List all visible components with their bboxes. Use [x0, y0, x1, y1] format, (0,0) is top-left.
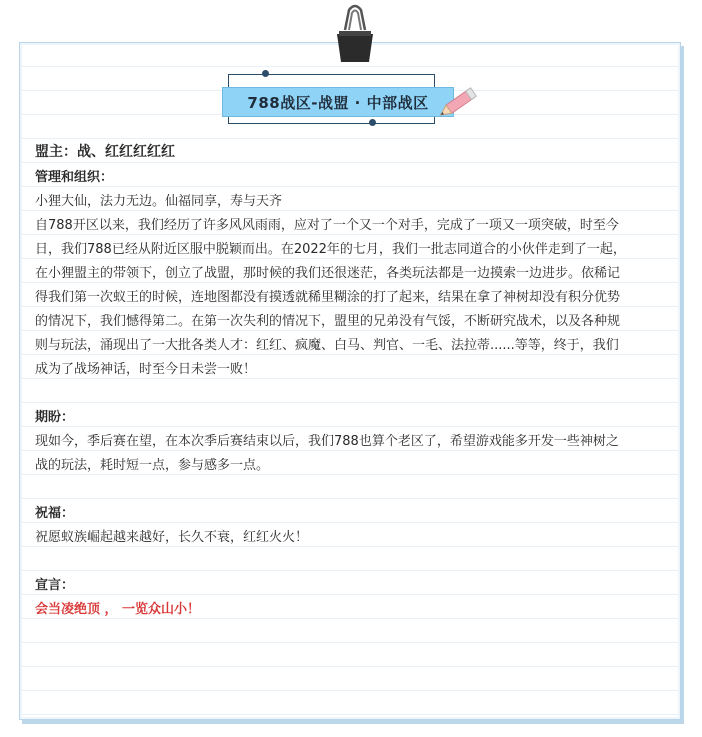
- hope-label: 期盼：: [35, 410, 75, 425]
- management-label: 管理和组织：: [35, 170, 114, 185]
- management-line: 自788开区以来，我们经历了许多风风雨雨，应对了一个又一个对手，完成了一项又一项突破，时至今: [35, 218, 619, 233]
- management-line: 成为了战场神话，时至今日未尝一败！: [35, 362, 257, 377]
- pencil-icon: [440, 80, 484, 120]
- section-spacer: [35, 550, 675, 574]
- hope-line: 现如今，季后赛在望，在本次季后赛结束以后，我们788也算个老区了，希望游戏能多开发一些神树之: [35, 434, 619, 449]
- hope-line: 战的玩法，耗时短一点，参与感多一点。: [35, 458, 270, 473]
- management-line: 小狸大仙，法力无边。仙福同享，寿与天齐: [35, 194, 283, 209]
- section-spacer: [35, 382, 675, 406]
- management-line: 得我们第一次蚁王的时候，连地图都没有摸透就稀里糊涂的打了起来，结果在拿了神树却没有积分优势: [35, 290, 621, 305]
- management-line: 的情况下，我们憾得第二。在第一次失利的情况下，盟里的兄弟没有气馁，不断研究战术，以及各种规: [35, 314, 621, 329]
- page-title: 788战区-战盟 · 中部战区: [222, 87, 454, 117]
- title-dot-top: [262, 70, 269, 77]
- leader-line: 盟主：战、红红红红红: [35, 144, 175, 160]
- declaration-text: 会当凌绝顶 ， 一览众山小！: [35, 602, 201, 617]
- blessing-label: 祝福：: [35, 506, 75, 521]
- blessing-line: 祝愿蚁族崛起越来越好，长久不衰，红红火火！: [35, 530, 309, 545]
- section-spacer: [35, 478, 675, 502]
- article-body: [35, 138, 675, 622]
- declaration-label: 宣言：: [35, 578, 75, 593]
- management-line: 在小狸盟主的带领下，创立了战盟，那时候的我们还很迷茫，各类玩法都是一边摸索一边进步。依稀记: [35, 266, 621, 281]
- title-dot-bottom: [369, 119, 376, 126]
- management-line: 则与玩法，涌现出了一大批各类人才：红红、疯魔、白马、判官、一毛、法拉蒂......等等，终于，我们: [35, 338, 619, 353]
- management-line: 日，我们788已经从附近区服中脱颖而出。在2022年的七月，我们一批志同道合的小伙伴走到了一起，: [35, 242, 626, 257]
- binder-clip-icon: [333, 4, 377, 62]
